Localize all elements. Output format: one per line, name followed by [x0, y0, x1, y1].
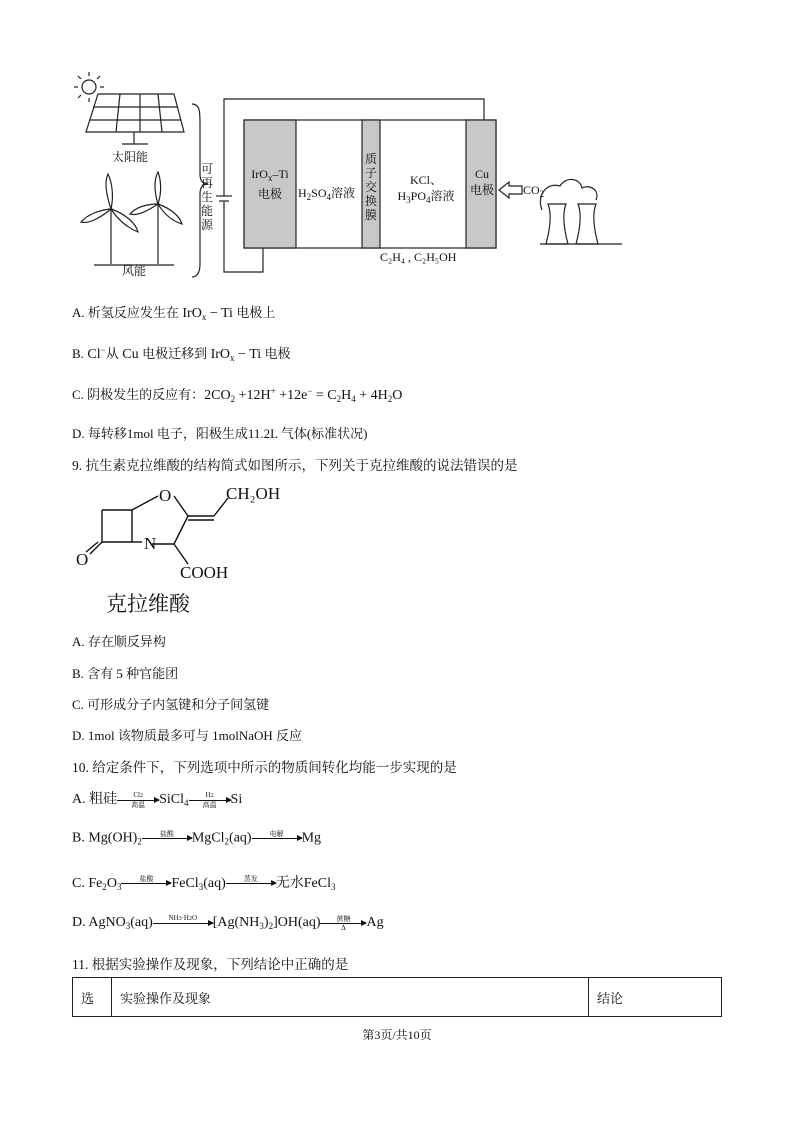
q10-option-b-label: B.: [72, 830, 85, 846]
membrane-char: 子: [365, 166, 378, 180]
q9-option-c: C. 可形成分子内氢键和分子间氢键: [72, 697, 270, 712]
co2-label: $CO_2$: [523, 183, 545, 199]
q8-option-c-text: C. 阴极发生的反应有：: [72, 387, 205, 402]
co2-arrow-icon: [499, 182, 522, 198]
cooh-label: COOH: [180, 563, 229, 582]
q8-option-b-tail: 电极: [264, 346, 291, 361]
q10-option-a: A. 粗硅 Cl2 高温 SiCl$_4$ H2 高温 Si: [72, 790, 243, 809]
q11-table: [72, 977, 722, 1017]
nitrogen-label: N: [144, 534, 157, 553]
structure-name: 克拉维酸: [106, 592, 190, 616]
q8-option-c: C. 阴极发生的反应有：$2CO_2 +12H^+ +12e^- = C_2H_4 + 4H_2O$: [72, 386, 403, 404]
membrane-label: [365, 152, 377, 222]
q8-option-d: D. 每转移1mol 电子，阳极生成11.2L 气体(标准状况): [72, 426, 368, 441]
renewable-char: 生: [201, 190, 214, 204]
factory-icon: [540, 179, 622, 244]
table-header-conclusion: 结论: [589, 978, 722, 1017]
ring-oxygen-label: O: [159, 486, 172, 505]
wind-label: 风能: [122, 264, 147, 278]
renewable-char: 能: [201, 204, 214, 218]
electrode-text: 电极: [257, 187, 282, 201]
q8-option-b: B. Cl−从 Cu 电极迁移到 IrO$_x$ − Ti 电极: [72, 345, 291, 363]
renewable-char: 源: [201, 218, 214, 232]
q10-stem: 10. 给定条件下，下列选项中所示的物质间转化均能一步实现的是: [72, 760, 457, 775]
solar-label: 太阳能: [112, 150, 149, 164]
q10-option-a-label: A.: [72, 792, 86, 807]
renewable-char: 再: [201, 176, 214, 190]
products-label: C₂H₄ , C₂H₅OH: [380, 250, 457, 264]
q9-option-d: D. 1mol 该物质最多可与 1molNaOH 反应: [72, 728, 303, 743]
q11-stem: 11. 根据实验操作及现象，下列结论中正确的是: [72, 957, 349, 972]
q8-option-b-mid2: 电极迁移到: [142, 346, 208, 361]
left-electrode-label: IrO$_x$–Ti 电极: [251, 167, 289, 201]
q8-option-a-text: A. 析氢反应发生在: [72, 305, 179, 320]
keto-oxygen-label: O: [76, 550, 89, 569]
q8-option-a-tail: 电极上: [236, 305, 276, 320]
membrane-char: 膜: [365, 208, 378, 222]
q10-option-c-label: C.: [72, 876, 85, 891]
membrane-char: 质: [365, 152, 378, 166]
q10-option-d-label: D.: [72, 915, 86, 931]
q10-option-b: B. $Mg(OH)_2$ 盐酸 MgCl$_2$(aq) 电解 Mg: [72, 830, 322, 847]
co2-text: CO: [523, 183, 540, 197]
table-header-operation: 实验操作及现象: [112, 978, 589, 1017]
q8-option-b-label: B.: [72, 346, 84, 361]
q9-option-a: A. 存在顺反异构: [72, 634, 166, 649]
q8-option-b-mid: 从: [105, 346, 119, 361]
table-header-option: 选: [73, 978, 112, 1017]
q9-stem: 9. 抗生素克拉维酸的结构简式如图所示，下列关于克拉维酸的说法错误的是: [72, 458, 518, 473]
q8-option-a: A. 析氢反应发生在 IrO$_x$ − Ti 电极上: [72, 305, 276, 322]
q10-option-c: C. $Fe_2O_3$ 盐酸 FeCl$_3$(aq) 蒸发 无水FeCl$_3$: [72, 875, 336, 892]
renewable-char: 可: [201, 162, 214, 176]
q10-option-d: D. AgNO$_3$(aq) NH3·H2O $[Ag(NH_3)_2]OH(aq)$ 蔗糖 Δ Ag: [72, 914, 384, 932]
membrane-char: 换: [365, 194, 378, 208]
kcl-label: KCl、 $H_3PO_4$溶液: [397, 173, 455, 205]
solar-panel-icon: [86, 94, 184, 144]
solution-text: 溶液: [331, 186, 356, 200]
cu-electrode-label: [468, 166, 496, 198]
cu-text: Cu: [474, 167, 489, 181]
table-row: [73, 978, 722, 1017]
electrode-text: 电极: [469, 183, 494, 197]
membrane-char: 交: [365, 180, 378, 194]
kcl-text: KCl、: [409, 173, 442, 187]
solution-text: 溶液: [430, 189, 455, 203]
h2so4-label: $H_2SO_4$溶液: [298, 186, 356, 202]
q9-option-b: B. 含有 5 种官能团: [72, 666, 179, 681]
ch2oh-label: CH₂OH: [226, 484, 281, 503]
page-footer: 第3页/共10页: [362, 1028, 432, 1042]
renewable-label: [201, 162, 213, 232]
wind-turbine-icon: [81, 172, 182, 265]
